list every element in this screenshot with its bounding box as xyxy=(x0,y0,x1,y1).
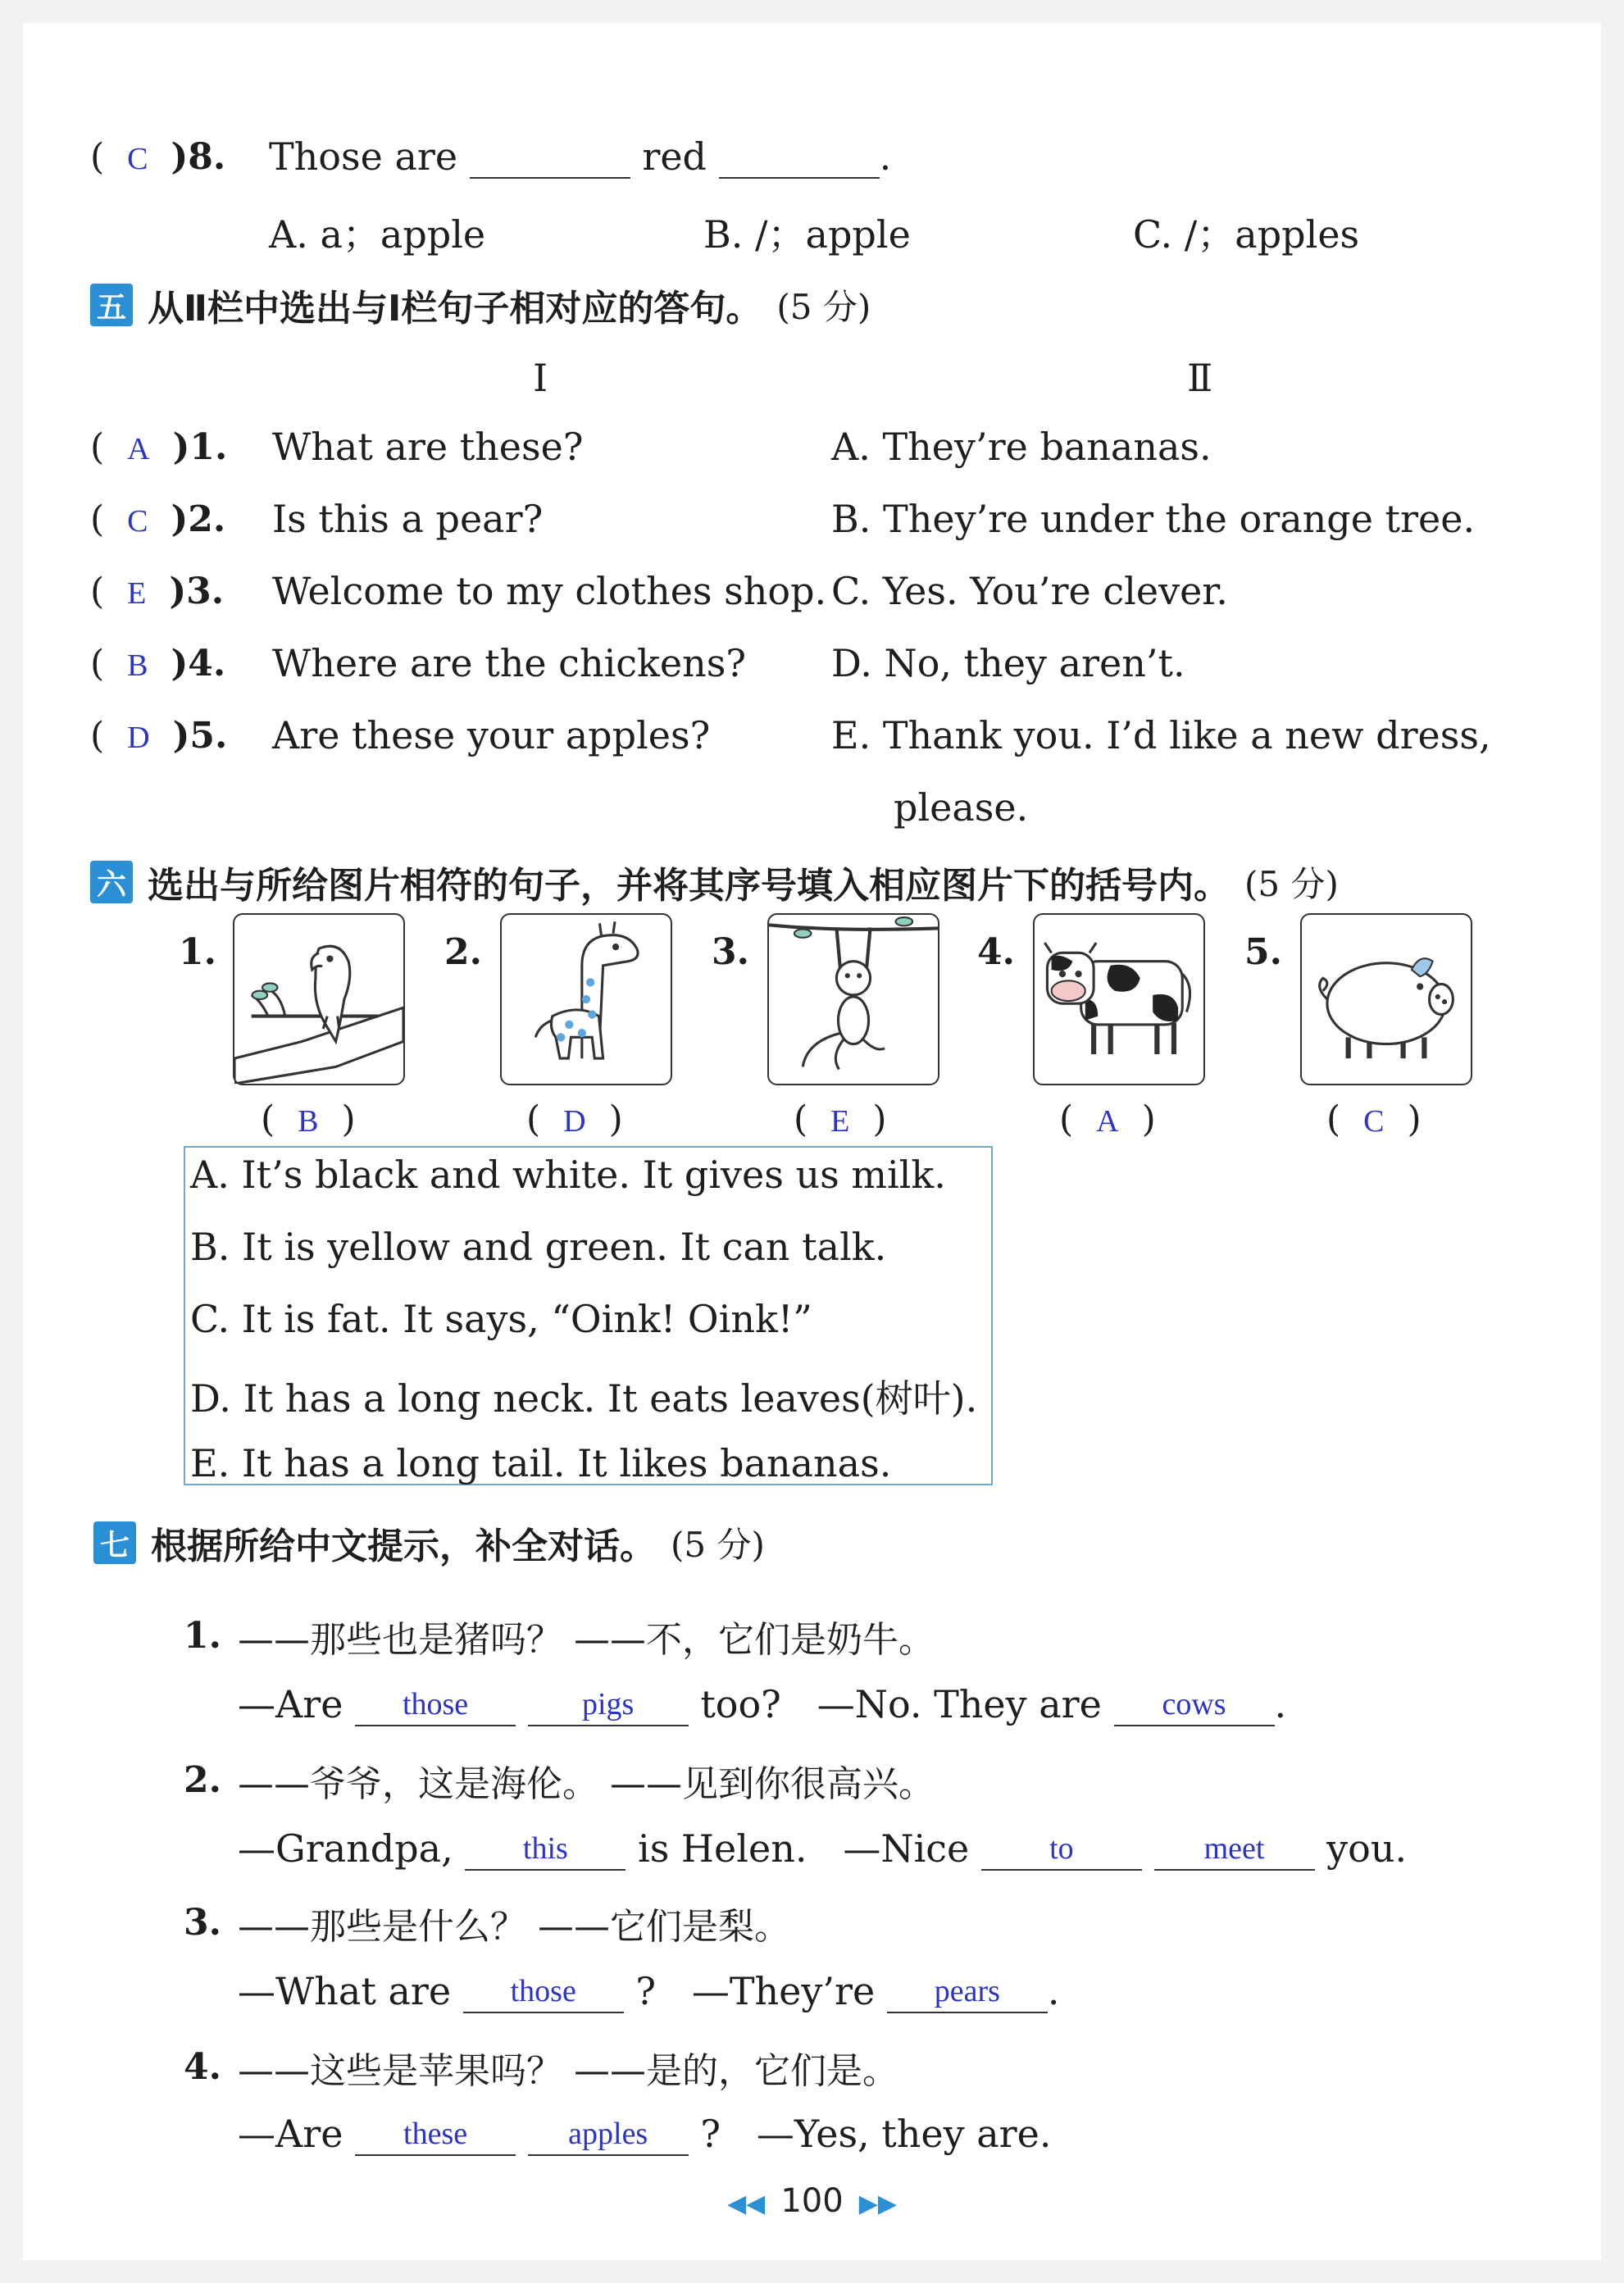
s7-q1-text-4: . xyxy=(1274,1682,1287,1726)
s7-q1-answer-2: pigs xyxy=(582,1687,635,1721)
s7-q4-blank-1[interactable] xyxy=(355,2113,516,2156)
s7-q1-blank-2[interactable] xyxy=(528,1684,689,1726)
s7-q1-text-2: too? xyxy=(700,1682,781,1726)
section-7-title: 根据所给中文提示，补全对话。 xyxy=(151,1526,656,1567)
pic-2-number: 2. xyxy=(444,931,482,973)
s5-q2-text: Is this a pear? xyxy=(272,497,544,541)
pic-4-answer: A xyxy=(1096,1104,1119,1139)
s5-q3-answer: E xyxy=(127,576,147,611)
s7-q1-english xyxy=(238,1682,1286,1726)
s7-q2-answer-3: meet xyxy=(1203,1831,1265,1866)
s7-q4-chinese: ——这些是苹果吗？ ——是的，它们是。 xyxy=(238,2050,898,2092)
parrot-icon xyxy=(234,915,403,1084)
s7-q4-text-3: —Yes, they are. xyxy=(756,2112,1052,2156)
s6-option-e: E. It has a long tail. It likes bananas. xyxy=(190,1441,892,1485)
s7-q3-blank-2[interactable] xyxy=(887,1971,1048,2013)
column-1-header: Ⅰ xyxy=(533,356,548,400)
pic-4-answer-paren: ( A ) xyxy=(1059,1098,1156,1140)
s5-option-b: B. They’re under the orange tree. xyxy=(831,497,1476,541)
s5-q2: ( C )2. xyxy=(90,498,226,540)
s7-q1-chinese: ——那些也是猪吗？ ——不，它们是奶牛。 xyxy=(238,1619,935,1661)
monkey-icon xyxy=(769,915,938,1084)
s7-q2-text-4: you. xyxy=(1326,1826,1408,1871)
section-7-badge: 七 xyxy=(93,1521,136,1564)
page-footer xyxy=(23,2182,1601,2220)
s6-option-c: C. It is fat. It says, “Oink! Oink!” xyxy=(190,1297,812,1341)
section-5-title: 从Ⅱ栏中选出与Ⅰ栏句子相对应的答句。 xyxy=(148,288,762,330)
cow-icon xyxy=(1035,915,1203,1084)
s7-q4-english xyxy=(238,2112,1052,2156)
s5-q2-number: )2. xyxy=(171,498,226,540)
giraffe-icon xyxy=(502,915,671,1084)
s7-q4-text-2: ? xyxy=(700,2112,721,2156)
q8-blank-1 xyxy=(470,136,630,179)
pic-5-number: 5. xyxy=(1244,931,1282,973)
s6-option-d: D. It has a long neck. It eats leaves(树叶). xyxy=(190,1376,978,1421)
s7-q1-answer-1: those xyxy=(402,1687,469,1721)
s5-q4-text: Where are the chickens? xyxy=(272,641,747,685)
s7-q4-blank-2[interactable] xyxy=(528,2113,689,2156)
s5-q3-number: )3. xyxy=(169,571,225,612)
prev-arrow-icon: ◀◀ xyxy=(727,2190,766,2218)
s7-q2-text-2: is Helen. xyxy=(637,1826,807,1871)
s5-q4-answer: B xyxy=(127,648,148,683)
section-6-title: 选出与所给图片相符的句子，并将其序号填入相应图片下的括号内。 xyxy=(148,865,1230,907)
section-6-score: (5 分) xyxy=(1244,864,1339,904)
s5-q5: ( D )5. xyxy=(90,715,228,757)
s7-q3-number: 3. xyxy=(184,1902,221,1944)
next-arrow-icon: ▶▶ xyxy=(858,2190,897,2218)
s5-q3-text: Welcome to my clothes shop. xyxy=(272,569,827,613)
s7-q2-chinese: ——爷爷，这是海伦。 ——见到你很高兴。 xyxy=(238,1763,935,1805)
q8-answer: C xyxy=(127,142,148,176)
pic-2-answer-paren: ( D ) xyxy=(526,1098,623,1140)
s5-option-a: A. They’re bananas. xyxy=(831,425,1212,469)
pic-2-answer: D xyxy=(563,1104,586,1139)
s7-q2-blank-2[interactable] xyxy=(981,1828,1142,1871)
s7-q3-english xyxy=(238,1969,1059,2013)
s7-q2-text-1: —Grandpa, xyxy=(238,1826,453,1871)
q8-option-a: A. a；apple xyxy=(269,212,486,257)
s7-q4-text-1: —Are xyxy=(238,2112,343,2156)
section-5-header xyxy=(90,279,871,331)
s7-q1-number: 1. xyxy=(184,1615,221,1657)
s5-q3: ( E )3. xyxy=(90,571,225,612)
s5-q1: ( A )1. xyxy=(90,426,228,468)
s7-q3-text-2: ? xyxy=(635,1969,656,2013)
s7-q1-text-1: —Are xyxy=(238,1682,343,1726)
s7-q4-answer-2: apples xyxy=(568,2117,648,2151)
column-2-header: Ⅱ xyxy=(1187,356,1213,400)
section-7-score: (5 分) xyxy=(671,1525,765,1565)
pig-picture xyxy=(1300,913,1472,1085)
s5-q1-text: What are these? xyxy=(272,425,584,469)
worksheet-page xyxy=(23,23,1601,2260)
s7-q4-answer-1: these xyxy=(403,2117,468,2151)
page-number: 100 xyxy=(780,2182,844,2220)
pig-icon xyxy=(1302,915,1471,1084)
q8-sentence xyxy=(269,134,891,179)
q8-option-b: B. /；apple xyxy=(703,212,911,257)
s5-q1-number: )1. xyxy=(172,426,228,468)
s7-q3-answer-2: pears xyxy=(934,1974,1000,2008)
s7-q2-answer-2: to xyxy=(1049,1831,1074,1866)
s7-q3-blank-1[interactable] xyxy=(463,1971,624,2013)
section-6-badge: 六 xyxy=(90,861,133,903)
s7-q1-blank-1[interactable] xyxy=(355,1684,516,1726)
s7-q2-english xyxy=(238,1826,1407,1871)
s7-q2-number: 2. xyxy=(184,1759,221,1801)
s5-q5-answer: D xyxy=(127,721,150,755)
s7-q1-text-3: —No. They are xyxy=(817,1682,1102,1726)
s5-q5-text: Are these your apples? xyxy=(272,713,711,757)
s5-q4: ( B )4. xyxy=(90,643,226,684)
pic-5-answer: C xyxy=(1363,1104,1385,1139)
s7-q3-text-1: —What are xyxy=(238,1969,452,2013)
s5-q2-answer: C xyxy=(127,504,148,539)
pic-1-answer: B xyxy=(298,1104,319,1139)
giraffe-picture xyxy=(500,913,672,1085)
pic-3-answer: E xyxy=(830,1104,850,1139)
parrot-picture xyxy=(233,913,405,1085)
s7-q3-text-4: . xyxy=(1047,1969,1060,2013)
pic-1-number: 1. xyxy=(179,931,216,973)
s5-option-e: E. Thank you. I’d like a new dress, xyxy=(831,713,1491,757)
q8-blank-2 xyxy=(719,136,880,179)
s5-q1-answer: A xyxy=(127,432,150,466)
section-5-badge: 五 xyxy=(90,284,133,326)
s7-q4-number: 4. xyxy=(184,2046,221,2088)
section-5-score: (5 分) xyxy=(776,287,871,327)
s7-q2-answer-1: this xyxy=(522,1831,568,1866)
q8-text-3: . xyxy=(879,134,892,179)
q8-text-2: red xyxy=(642,134,707,179)
s7-q1-answer-3: cows xyxy=(1162,1687,1226,1721)
s7-q3-text-3: —They’re xyxy=(691,1969,876,2013)
s5-q5-number: )5. xyxy=(172,715,228,757)
s7-q2-text-3: —Nice xyxy=(843,1826,970,1871)
section-7-header xyxy=(93,1517,765,1569)
pic-3-number: 3. xyxy=(712,931,749,973)
s5-option-d: D. No, they aren’t. xyxy=(831,641,1185,685)
pic-5-answer-paren: ( C ) xyxy=(1326,1098,1422,1140)
s5-option-e-cont: please. xyxy=(894,785,1029,830)
q8-option-c: C. /；apples xyxy=(1133,212,1360,257)
pic-3-answer-paren: ( E ) xyxy=(794,1098,887,1140)
section-6-header xyxy=(90,856,1339,908)
s7-q3-answer-1: those xyxy=(510,1974,576,2008)
s5-q4-number: )4. xyxy=(171,643,226,684)
s7-q3-chinese: ——那些是什么？ ——它们是梨。 xyxy=(238,1906,790,1948)
pic-1-answer-paren: ( B ) xyxy=(261,1098,356,1140)
s6-option-b: B. It is yellow and green. It can talk. xyxy=(190,1225,887,1269)
s5-option-c: C. Yes. You’re clever. xyxy=(831,569,1228,613)
s7-q1-blank-3[interactable] xyxy=(1114,1684,1275,1726)
s6-option-a: A. It’s black and white. It gives us milk. xyxy=(190,1153,946,1197)
s7-q2-blank-3[interactable] xyxy=(1154,1828,1315,1871)
cow-picture xyxy=(1033,913,1205,1085)
s7-q2-blank-1[interactable] xyxy=(465,1828,625,1871)
monkey-picture xyxy=(767,913,939,1085)
q8-text-1: Those are xyxy=(269,134,458,179)
q8-row: ( C )8. xyxy=(90,136,226,178)
q8-number: )8. xyxy=(171,136,226,178)
pic-4-number: 4. xyxy=(977,931,1015,973)
